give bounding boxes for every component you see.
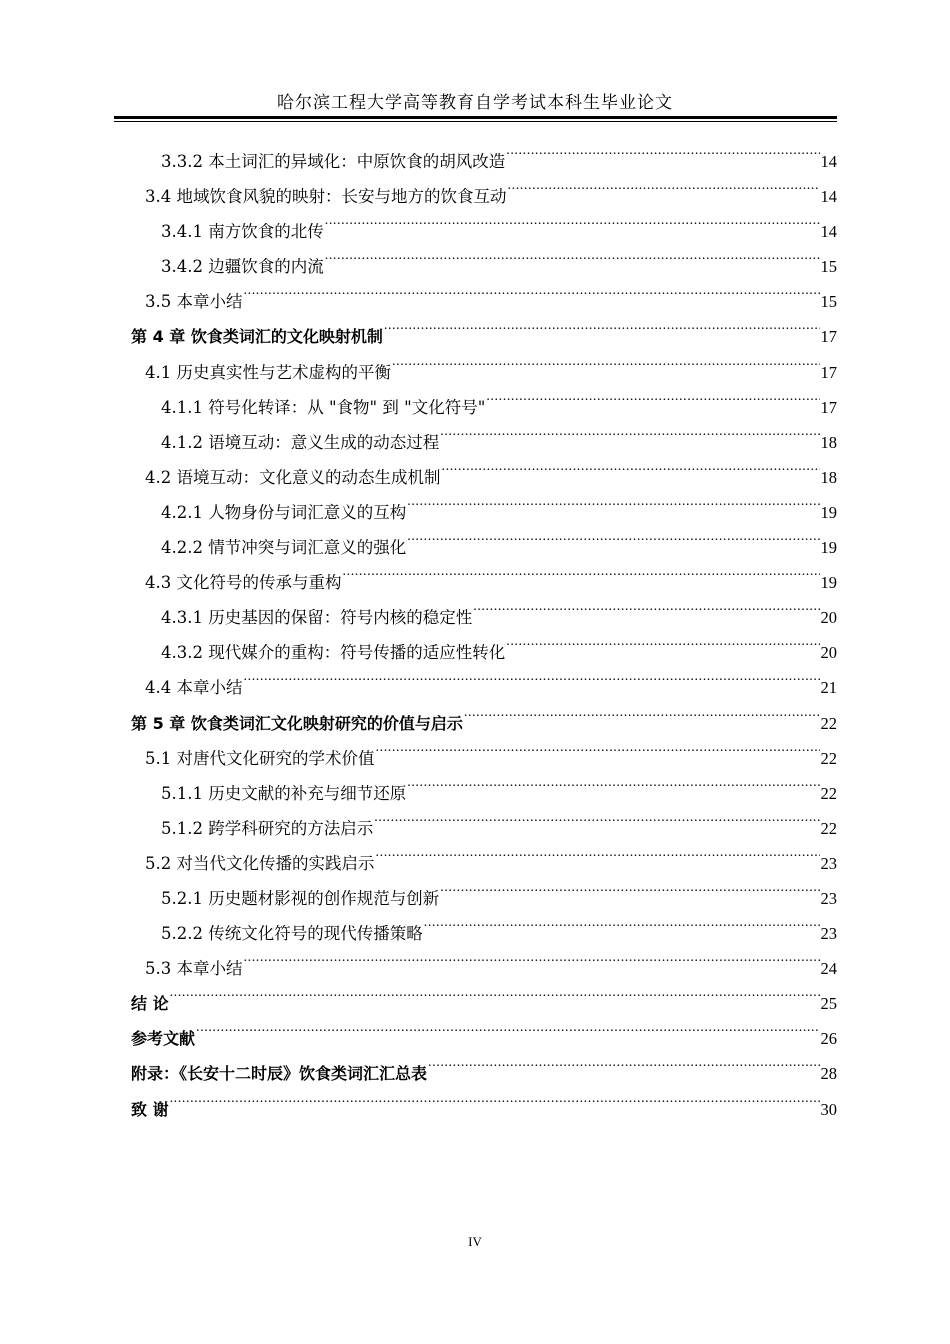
- toc-entry[interactable]: [131, 974, 837, 1014]
- toc-entry-title: 5.1.1 历史文献的补充与细节还原: [161, 783, 407, 803]
- toc-entry-title: 4.3 文化符号的传承与重构: [145, 573, 342, 593]
- toc-dot-leader: [244, 658, 820, 693]
- toc-dot-leader: [392, 343, 820, 378]
- page-number: IV: [468, 1234, 482, 1249]
- toc-entry-title: 5.2 对当代文化传播的实践启示: [145, 853, 375, 873]
- toc-entry-title: 3.4.1 南方饮食的北传: [161, 222, 324, 242]
- toc-dot-leader: [440, 869, 819, 904]
- toc-dot-leader: [407, 518, 819, 553]
- toc-dot-leader: [325, 202, 820, 237]
- toc-entry-title: 4.2 语境互动：文化意义的动态生成机制: [145, 467, 441, 487]
- toc-dot-leader: [244, 272, 820, 307]
- toc-dot-leader: [440, 413, 819, 448]
- toc-dot-leader: [486, 378, 819, 413]
- toc-entry-title: 致 谢: [131, 1099, 169, 1119]
- toc-entry-page: 18: [820, 432, 837, 452]
- toc-entry[interactable]: [131, 132, 837, 171]
- toc-entry-page: 17: [820, 362, 837, 382]
- toc-entry-page: 21: [820, 678, 837, 698]
- toc-entry-title: 附录：《长安十二时辰》饮食类词汇汇总表: [131, 1064, 428, 1084]
- toc-entry-title: 5.3 本章小结: [145, 959, 243, 979]
- toc-dot-leader: [170, 974, 820, 1009]
- toc-entry-page: 19: [820, 538, 837, 558]
- toc-entry-title: 4.3.1 历史基因的保留：符号内核的稳定性: [161, 608, 473, 628]
- toc-entry-title: 4.1 历史真实性与艺术虚构的平衡: [145, 362, 391, 382]
- toc-dot-leader: [376, 729, 820, 764]
- toc-entry-title: 3.4 地域饮食风貌的映射：长安与地方的饮食互动: [145, 187, 507, 207]
- toc-dot-leader: [196, 1009, 819, 1044]
- toc-entry-title: 第 5 章 饮食类词汇文化映射研究的价值与启示: [131, 713, 463, 733]
- toc-entry-page: 23: [820, 924, 837, 944]
- toc-entry-title: 5.2.2 传统文化符号的现代传播策略: [161, 924, 423, 944]
- toc-dot-leader: [384, 307, 820, 342]
- header-rule-thin: [114, 121, 837, 122]
- toc-entry-title: 4.1.2 语境互动：意义生成的动态过程: [161, 432, 440, 452]
- toc-dot-leader: [506, 623, 819, 658]
- toc-dot-leader: [376, 834, 820, 869]
- toc-entry-page: 14: [820, 187, 837, 207]
- toc-entry-page: 19: [820, 573, 837, 593]
- toc-dot-leader: [506, 132, 819, 167]
- toc-dot-leader: [473, 588, 819, 623]
- toc-entry-page: 17: [820, 327, 837, 347]
- toc-entry-title: 4.4 本章小结: [145, 678, 243, 698]
- header-rule-thick: [114, 116, 837, 119]
- toc-entry-page: 20: [820, 608, 837, 628]
- toc-entry-page: 19: [820, 502, 837, 522]
- toc-entry-page: 17: [820, 397, 837, 417]
- toc-entry[interactable]: [131, 1009, 837, 1049]
- toc-entry-page: 30: [820, 1099, 837, 1119]
- toc-entry-title: 4.3.2 现代媒介的重构：符号传播的适应性转化: [161, 643, 506, 663]
- toc-entry-page: 28: [820, 1064, 837, 1084]
- toc-entry-title: 5.2.1 历史题材影视的创作规范与创新: [161, 888, 440, 908]
- toc-entry-page: 18: [820, 467, 837, 487]
- toc-dot-leader: [170, 1080, 820, 1115]
- toc-entry-title: 4.2.1 人物身份与词汇意义的互构: [161, 502, 407, 522]
- toc-entry-page: 20: [820, 643, 837, 663]
- toc-dot-leader: [325, 237, 820, 272]
- toc-dot-leader: [407, 764, 819, 799]
- toc-entry-title: 参考文献: [131, 1029, 196, 1049]
- toc-entry-page: 14: [820, 222, 837, 242]
- toc-entry-page: 15: [820, 292, 837, 312]
- toc-entry-page: 22: [820, 748, 837, 768]
- toc-dot-leader: [424, 904, 820, 939]
- toc-dot-leader: [464, 694, 820, 729]
- toc-entry-page: 23: [820, 888, 837, 908]
- toc-entry-title: 4.2.2 情节冲突与词汇意义的强化: [161, 538, 407, 558]
- toc-entry-title: 3.5 本章小结: [145, 292, 243, 312]
- toc-entry-page: 23: [820, 853, 837, 873]
- toc-dot-leader: [407, 483, 819, 518]
- toc-entry-page: 15: [820, 257, 837, 277]
- toc-entry-page: 14: [820, 152, 837, 171]
- toc-entry-title: 5.1 对唐代文化研究的学术价值: [145, 748, 375, 768]
- toc-dot-leader: [343, 553, 820, 588]
- toc-entry-page: 26: [820, 1029, 837, 1049]
- toc-dot-leader: [374, 799, 819, 834]
- toc-entry-title: 结 论: [131, 994, 169, 1014]
- page-header-title: 哈尔滨工程大学高等教育自学考试本科生毕业论文: [277, 93, 673, 113]
- toc-entry[interactable]: [131, 1080, 837, 1119]
- toc-entry-title: 5.1.2 跨学科研究的方法启示: [161, 818, 374, 838]
- toc-entry-title: 3.4.2 边疆饮食的内流: [161, 257, 324, 277]
- toc-entry-page: 22: [820, 713, 837, 733]
- table-of-contents: [131, 132, 837, 1119]
- toc-dot-leader: [428, 1044, 819, 1079]
- toc-entry-title: 第 4 章 饮食类词汇的文化映射机制: [131, 327, 383, 347]
- toc-entry-page: 25: [820, 994, 837, 1014]
- toc-entry-title: 3.3.2 本土词汇的异域化：中原饮食的胡风改造: [161, 152, 506, 171]
- toc-dot-leader: [442, 448, 820, 483]
- toc-dot-leader: [244, 939, 820, 974]
- toc-entry-page: 22: [820, 818, 837, 838]
- toc-entry-page: 24: [820, 959, 837, 979]
- toc-entry[interactable]: [131, 1044, 837, 1084]
- toc-entry-page: 22: [820, 783, 837, 803]
- toc-entry-title: 4.1.1 符号化转译：从 "食物" 到 "文化符号": [161, 397, 486, 417]
- toc-dot-leader: [508, 167, 820, 202]
